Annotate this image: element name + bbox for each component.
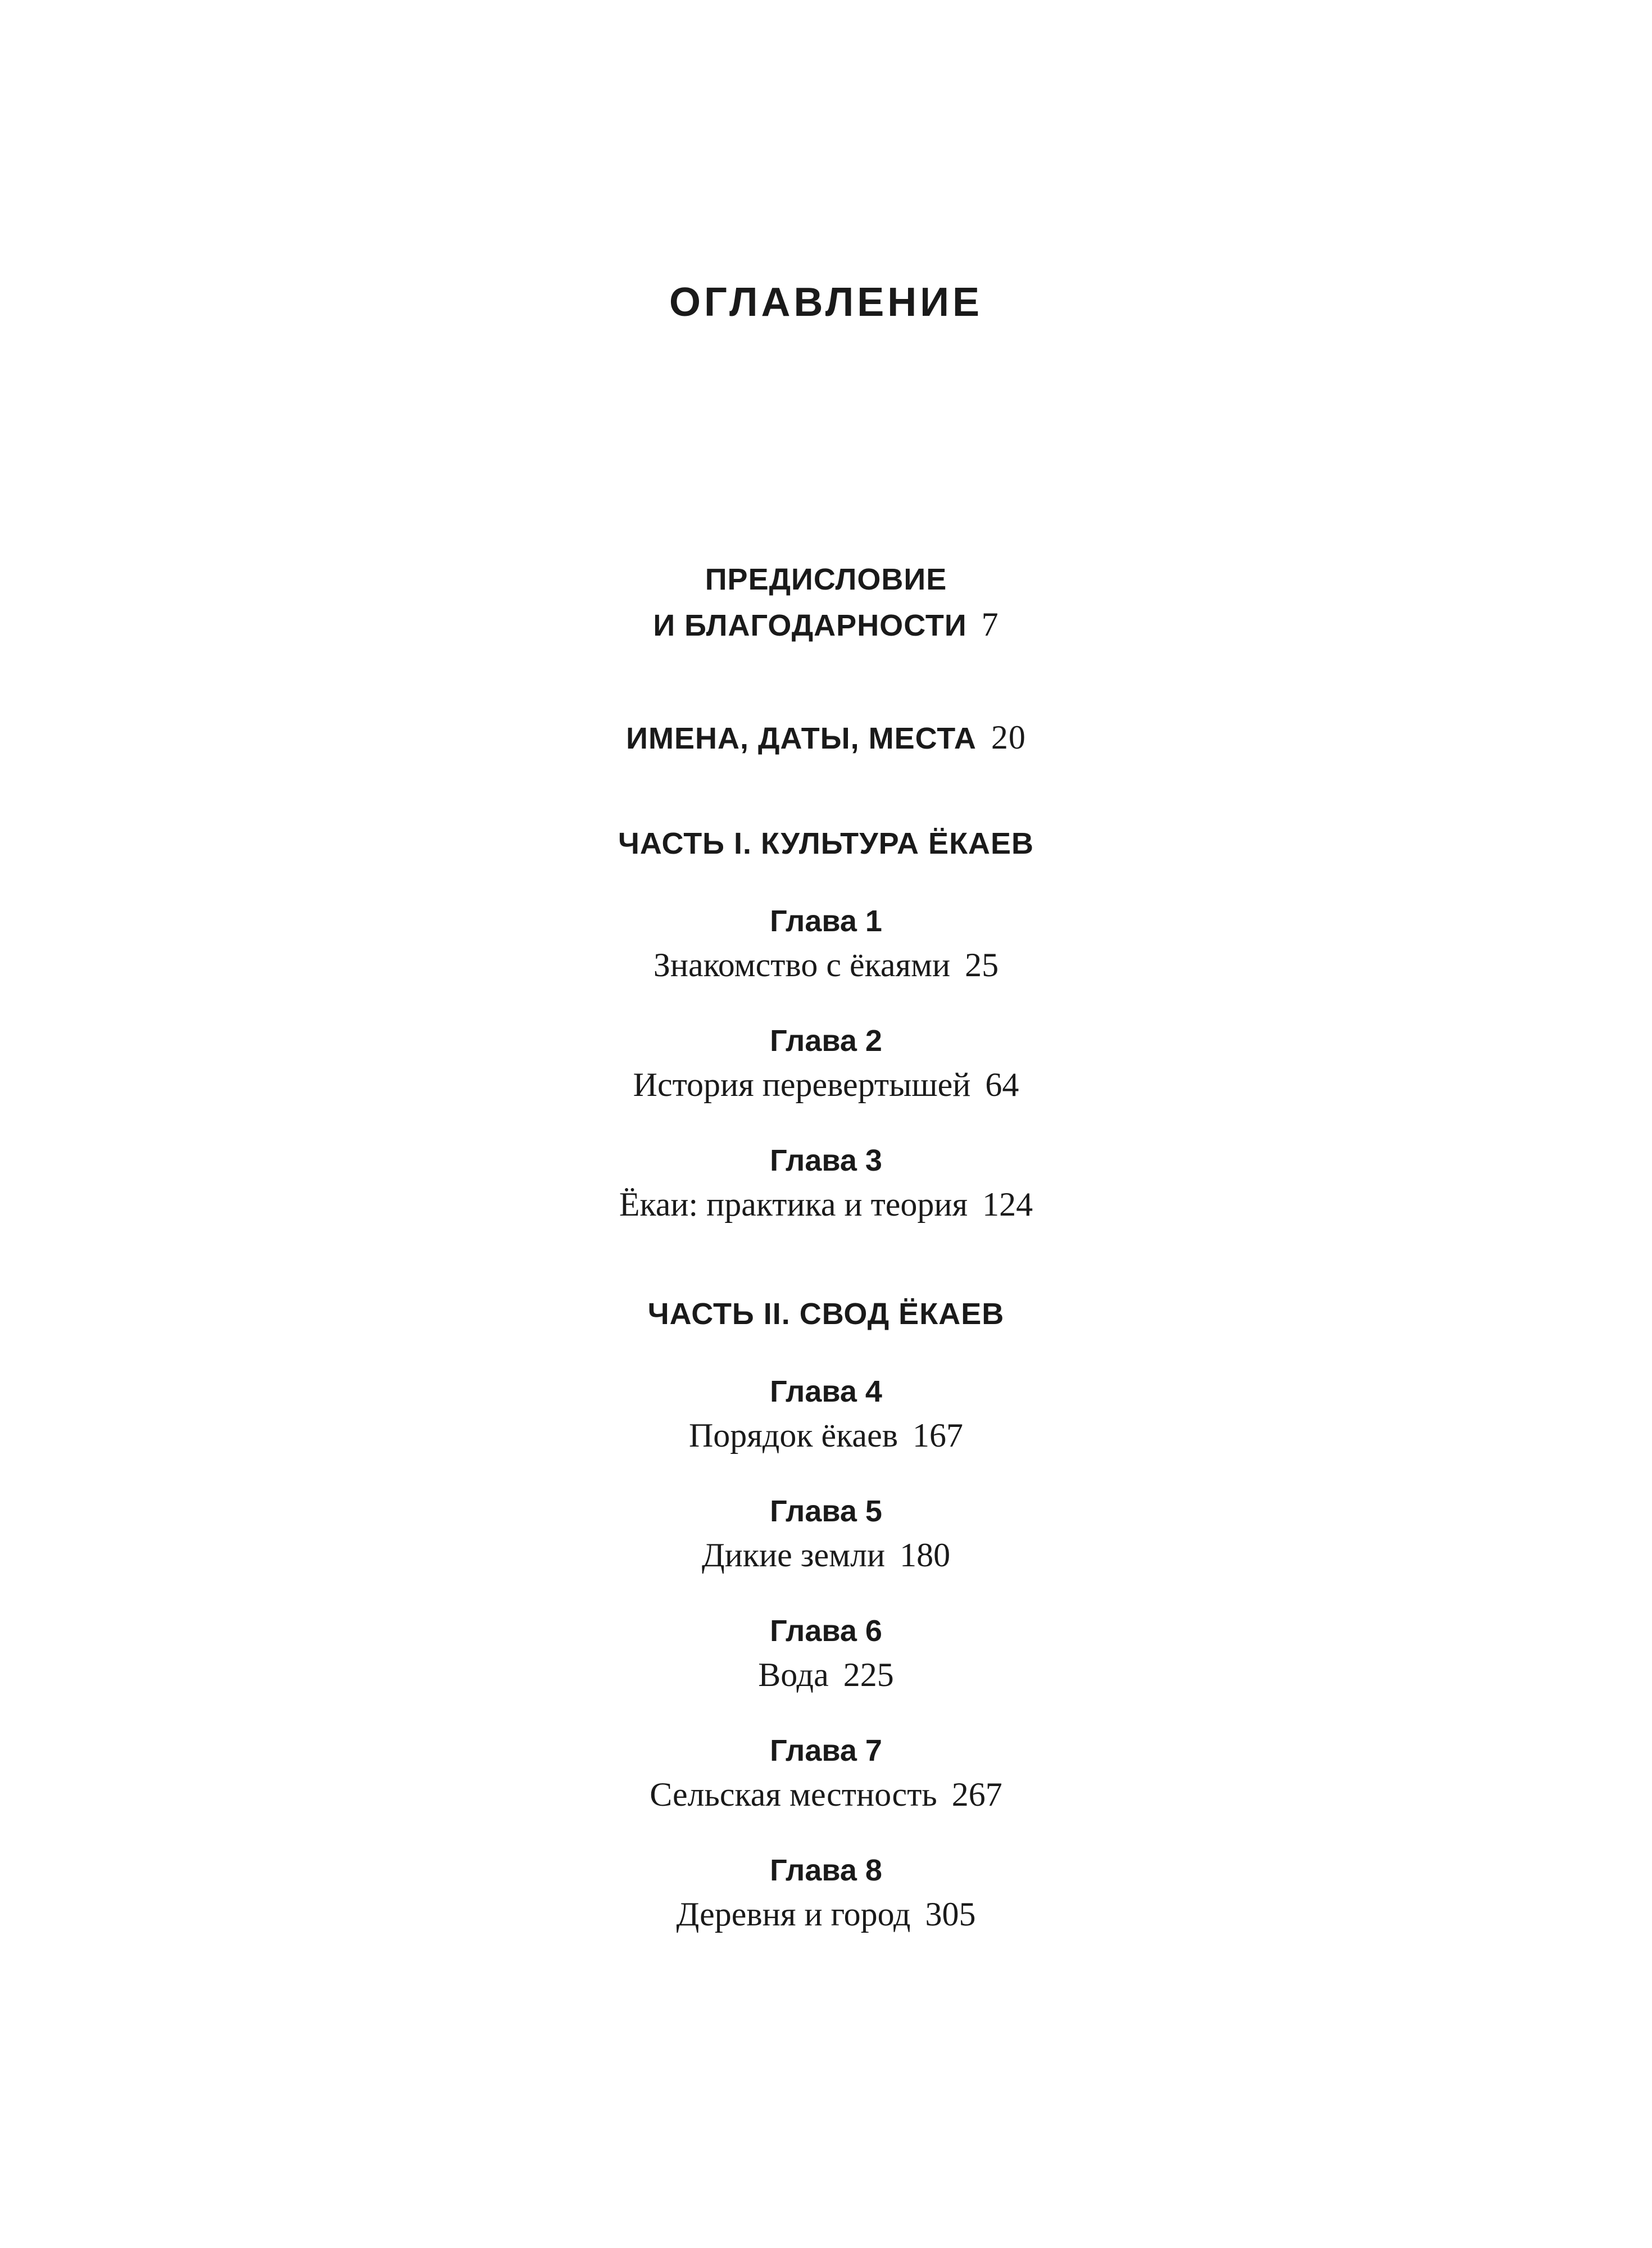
- page-title: [0, 279, 1652, 325]
- chapter-7-entry[interactable]: [0, 1775, 1652, 1814]
- chapter-5-page-number: 180: [900, 1537, 951, 1574]
- part-2-heading[interactable]: [0, 1297, 1652, 1331]
- chapter-1-label: [0, 904, 1652, 939]
- names-dates-places-title: ИМЕНА, ДАТЫ, МЕСТА: [626, 722, 977, 755]
- chapter-6-label: [0, 1614, 1652, 1648]
- chapter-2-label-text: Глава 2: [770, 1024, 882, 1058]
- chapter-5-label: [0, 1494, 1652, 1529]
- chapter-5-entry[interactable]: [0, 1536, 1652, 1575]
- chapter-2-entry[interactable]: [0, 1066, 1652, 1104]
- chapter-5-label-text: Глава 5: [770, 1494, 882, 1528]
- chapter-1-page-number: 25: [965, 946, 999, 984]
- chapter-8-label: [0, 1853, 1652, 1888]
- preface-title-line2: И БЛАГОДАРНОСТИ: [653, 609, 967, 642]
- chapter-6-entry[interactable]: [0, 1656, 1652, 1694]
- preface-title-line1: ПРЕДИСЛОВИЕ: [705, 563, 947, 596]
- chapter-1-label-text: Глава 1: [770, 904, 882, 938]
- toc-entry-preface-line2[interactable]: [0, 605, 1652, 644]
- chapter-1-entry[interactable]: [0, 946, 1652, 985]
- toc-entry-names-dates-places[interactable]: [0, 718, 1652, 757]
- chapter-4-entry[interactable]: [0, 1416, 1652, 1455]
- toc-entry-preface-line1[interactable]: [0, 562, 1652, 597]
- chapter-3-page-number: 124: [982, 1186, 1033, 1223]
- chapter-3-entry[interactable]: [0, 1185, 1652, 1224]
- chapter-5-title: Дикие земли: [701, 1537, 886, 1574]
- preface-page-number: 7: [981, 606, 999, 643]
- chapter-6-page-number: 225: [843, 1656, 894, 1693]
- part-2-title: ЧАСТЬ II. СВОД ЁКАЕВ: [647, 1297, 1005, 1331]
- chapter-7-label-text: Глава 7: [770, 1734, 882, 1767]
- page-title-text: ОГЛАВЛЕНИЕ: [669, 280, 983, 325]
- chapter-8-title: Деревня и город: [676, 1896, 911, 1933]
- chapter-8-label-text: Глава 8: [770, 1853, 882, 1887]
- chapter-1-title: Знакомство с ёкаями: [653, 946, 951, 984]
- chapter-4-title: Порядок ёкаев: [688, 1417, 898, 1454]
- chapter-8-entry[interactable]: [0, 1895, 1652, 1934]
- names-dates-places-page-number: 20: [991, 719, 1026, 756]
- chapter-2-label: [0, 1023, 1652, 1058]
- chapter-3-title: Ёкаи: практика и теория: [619, 1186, 968, 1223]
- part-1-heading[interactable]: [0, 826, 1652, 861]
- chapter-4-label-text: Глава 4: [770, 1375, 882, 1408]
- chapter-3-label-text: Глава 3: [770, 1144, 882, 1177]
- chapter-6-label-text: Глава 6: [770, 1614, 882, 1648]
- chapter-7-title: Сельская местность: [650, 1776, 937, 1813]
- chapter-4-label: [0, 1374, 1652, 1409]
- chapter-3-label: [0, 1143, 1652, 1178]
- part-1-title: ЧАСТЬ I. КУЛЬТУРА ЁКАЕВ: [618, 827, 1034, 860]
- chapter-7-page-number: 267: [951, 1776, 1002, 1813]
- chapter-2-page-number: 64: [985, 1066, 1019, 1103]
- chapter-8-page-number: 305: [925, 1896, 976, 1933]
- chapter-2-title: История перевертышей: [633, 1066, 971, 1103]
- chapter-4-page-number: 167: [913, 1417, 964, 1454]
- chapter-6-title: Вода: [758, 1656, 829, 1693]
- chapter-7-label: [0, 1733, 1652, 1768]
